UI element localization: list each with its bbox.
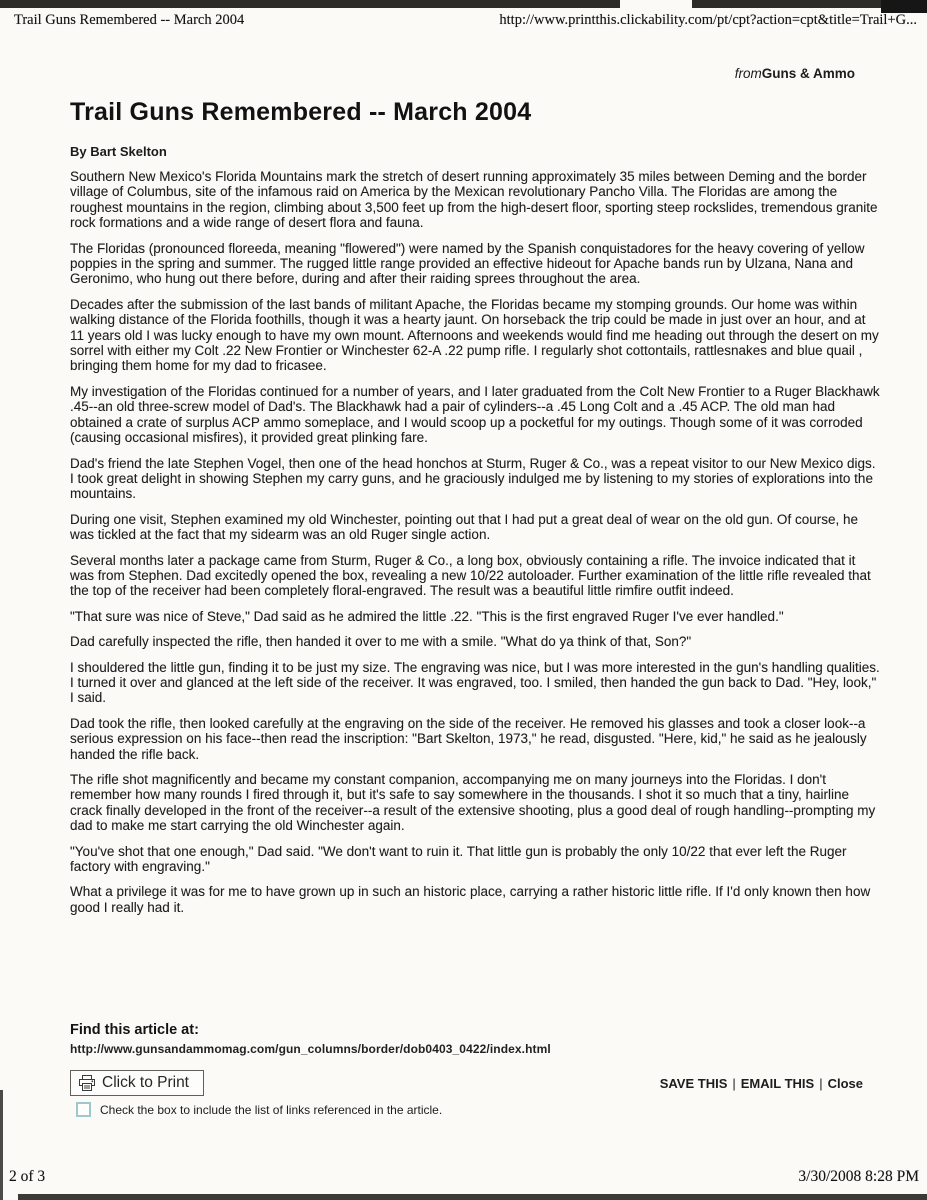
article-paragraph: Several months later a package came from Sturm, Ruger & Co., a long box, obviously containing a rifle. The invoice indicated that it was from Stephen. Dad excitedly opened the box, revealing a new 10/22 autoloader. Further examination of the little rifle revealed that the top of the receiver had been completely floral-engraved. The result was a beautiful little rimfire outfit indeed. [70, 552, 871, 599]
actions-row [70, 1070, 863, 1096]
page-number: 2 of 3 [9, 1168, 46, 1185]
email-this-link[interactable]: EMAIL THIS [740, 1075, 815, 1091]
print-header-url: http://www.printthis.clickability.com/pt/cpt?action=cpt&title=Trail+G... [499, 12, 917, 28]
article-paragraph: I shouldered the little gun, finding it to be just my size. The engraving was nice, but I was more interested in the gun's handling qualities. I turned it over and glanced at the left side of the receiver. It was engraved, too. I smiled, then handed the gun back to Dad. "Hey, look," I said. [70, 659, 880, 706]
scan-artifact-top-edge [0, 0, 927, 8]
article-paragraph: "You've shot that one enough," Dad said. "We don't want to ruin it. That little gun is probably the only 10/22 that ever left the Ruger factory with engraving." [70, 843, 847, 875]
page-footer [9, 1168, 919, 1186]
include-links-label: Check the box to include the list of links referenced in the article. [100, 1102, 443, 1117]
click-to-print-button[interactable] [70, 1070, 204, 1096]
find-article-heading: Find this article at: [70, 1022, 199, 1038]
include-links-row [76, 1102, 442, 1117]
article-paragraph: The rifle shot magnificently and became my constant companion, accompanying me on many journeys into the Floridas. I don't remember how many rounds I fired through it, but it's safe to say somewhere in the thousands. I shot it so much that a tiny, hairline crack finally developed in the front of the receiver--a result of the extensive shooting, plus a good deal of rough handling--prompting my dad to make me start carrying the old Winchester again. [70, 772, 876, 834]
publication-name: Guns & Ammo [761, 66, 855, 81]
print-timestamp: 3/30/2008 8:28 PM [798, 1168, 919, 1185]
printer-icon [78, 1075, 96, 1091]
article-paragraph: Dad took the rifle, then looked carefully at the engraving on the side of the receiver. He removed his glasses and took a closer look--a serious expression on his face--then read the inscription: "Bart Skelton, 1973," he read, disgusted. "Here, kid," he said as he jealously handed the rifle back. [70, 715, 867, 762]
print-page-header [14, 12, 917, 29]
article-title: Trail Guns Remembered -- March 2004 [70, 98, 532, 126]
article-paragraph: What a privilege it was for me to have grown up in such an historic place, carrying a rather historic little rifle. If I'd only known then how good I really had it. [70, 884, 871, 915]
save-email-close-links [660, 1076, 863, 1091]
article-paragraph: Dad carefully inspected the rifle, then handed it over to me with a smile. "What do ya think of that, Son?" [70, 634, 692, 650]
publication-credit [735, 66, 855, 81]
print-header-title: Trail Guns Remembered -- March 2004 [14, 12, 245, 28]
close-link[interactable]: Close [827, 1075, 863, 1091]
find-article-url[interactable]: http://www.gunsandammomag.com/gun_columns/border/dob0403_0422/index.html [70, 1042, 551, 1056]
article-paragraph: Southern New Mexico's Florida Mountains mark the stretch of desert running approximately 35 miles between Deming and the border village of Columbus, site of the infamous raid on America by the Mexican revolutionary Pancho Villa. The Floridas are among the roughest mountains in the region, climbing about 3,500 feet up from the high-desert floor, sporting steep rockslides, tremendous granite rock formations and a wide range of desert flora and fauna. [70, 169, 878, 231]
link-separator: | [819, 1075, 823, 1091]
article-paragraph: The Floridas (pronounced floreeda, meaning "flowered") were named by the Spanish conquistadores for the heavy covering of yellow poppies in the spring and summer. The rugged little range provided an effective hideout for Apache bands run by Ulzana, Nana and Geronimo, who hung out there before, during and after their raiding sprees throughout the area. [70, 240, 865, 287]
article-body [70, 169, 882, 925]
scan-artifact-left-edge [0, 1090, 3, 1200]
article-paragraph: Decades after the submission of the last bands of militant Apache, the Floridas became my stomping grounds. Our home was within walking distance of the Florida foothills, though it was a hearty jaunt. On horseback the trip could be made in just over an hour, and at 11 years old I was lucky enough to have my own mount. Afternoons and weekends would find me heading out through the desert on my sorrel with either my Colt .22 New Frontier or Winchester 62-A .22 pump rifle. I regularly shot cottontails, rattlesnakes and blue quail , bringing them home for my dad to fricasee. [70, 296, 879, 374]
scan-artifact-top-notch [620, 0, 692, 8]
save-this-link[interactable]: SAVE THIS [659, 1075, 728, 1091]
include-links-checkbox[interactable] [76, 1102, 91, 1117]
article-byline: By Bart Skelton [70, 144, 167, 159]
link-separator: | [732, 1075, 736, 1091]
article-paragraph: Dad's friend the late Stephen Vogel, then one of the head honchos at Sturm, Ruger & Co., was a repeat visitor to our New Mexico digs. I took great delight in showing Stephen my carry guns, and he graciously indulged me by listening to my stories of explorations into the mountains. [70, 455, 876, 502]
print-button-label: Click to Print [102, 1074, 189, 1091]
from-label: from [734, 66, 762, 81]
article-paragraph: My investigation of the Floridas continued for a number of years, and I later graduated from the Colt New Frontier to a Ruger Blackhawk .45--an old three-screw model of Dad's. The Blackhawk had a pair of cylinders--a .45 Long Colt and a .45 ACP. The old man had obtained a crate of surplus ACP ammo someplace, and I would scoop up a pocketful for my outings. Though some of it was corroded (causing occasional misfires), it provided great plinking fare. [70, 383, 880, 446]
scan-artifact-bottom-edge [18, 1194, 927, 1200]
article-paragraph: During one visit, Stephen examined my old Winchester, pointing out that I had put a great deal of wear on the old gun. Of course, he was tickled at the fact that my sidearm was an old Ruger single action. [70, 511, 858, 543]
article-paragraph: "That sure was nice of Steve," Dad said as he admired the little .22. "This is the first engraved Ruger I've ever handled." [70, 608, 784, 624]
